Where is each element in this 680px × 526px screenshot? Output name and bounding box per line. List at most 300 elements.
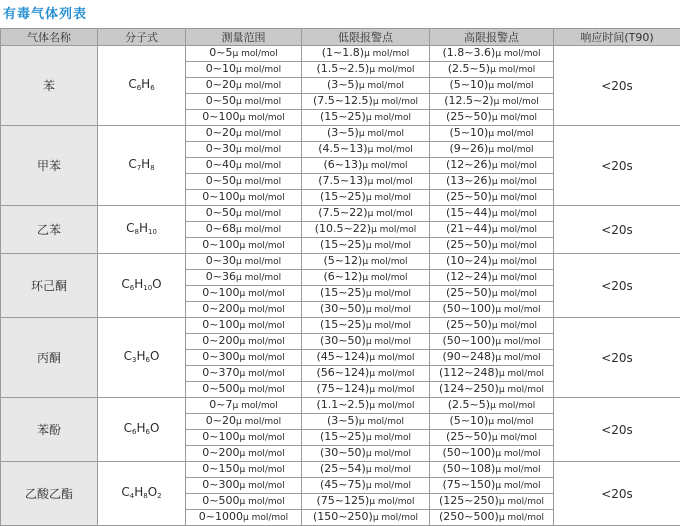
value-text: 0~1000 <box>199 510 243 523</box>
value-text: (3~5) <box>327 78 359 91</box>
low-alarm-cell <box>302 398 430 414</box>
range-cell <box>186 446 302 462</box>
value-text: (56~124) <box>317 366 370 379</box>
formula-subscript: 3 <box>132 356 136 364</box>
gas-name-cell: 乙苯 <box>1 206 98 254</box>
value-text: (25~50) <box>446 110 492 123</box>
formula-cell: $C_7H_8$ <box>98 126 186 206</box>
range-cell <box>186 478 302 494</box>
high-alarm-cell <box>430 238 554 254</box>
high-alarm-cell <box>430 366 554 382</box>
low-alarm-cell <box>302 494 430 510</box>
unit-text: μ mol/mol <box>240 241 285 251</box>
value-text: (250~500) <box>439 510 499 523</box>
formula-subscript: 6 <box>145 356 149 364</box>
unit-text: μ mol/mol <box>373 513 418 523</box>
value-text: (125~250) <box>439 494 499 507</box>
unit-text: μ mol/mol <box>495 337 540 347</box>
response-time-cell: <20s <box>554 206 680 254</box>
unit-text: μ mol/mol <box>240 385 285 395</box>
header-formula: 分子式 <box>98 29 186 46</box>
formula-subscript: 8 <box>134 228 138 236</box>
value-text: 0~5 <box>209 46 232 59</box>
table-row <box>1 318 680 334</box>
unit-text: μ mol/mol <box>362 257 407 267</box>
range-cell <box>186 286 302 302</box>
value-text: 0~36 <box>206 270 236 283</box>
value-text: (2.5~5) <box>448 62 490 75</box>
value-text: 0~20 <box>206 126 236 139</box>
value-text: (25~50) <box>446 190 492 203</box>
unit-text: μ mol/mol <box>240 337 285 347</box>
unit-text: μ mol/mol <box>488 145 533 155</box>
value-text: (13~26) <box>446 174 492 187</box>
unit-text: μ mol/mol <box>490 65 535 75</box>
range-cell <box>186 254 302 270</box>
unit-text: μ mol/mol <box>499 497 544 507</box>
value-text: (25~50) <box>446 286 492 299</box>
range-cell <box>186 334 302 350</box>
unit-text: μ mol/mol <box>492 241 537 251</box>
formula-subscript: 6 <box>137 84 141 92</box>
value-text: 0~100 <box>202 318 239 331</box>
formula-cell: $C_6H_{10}O$ <box>98 254 186 318</box>
unit-text: μ mol/mol <box>359 129 404 139</box>
unit-text: μ mol/mol <box>368 145 413 155</box>
value-text: (75~125) <box>317 494 370 507</box>
unit-text: μ mol/mol <box>495 49 540 59</box>
range-cell <box>186 238 302 254</box>
low-alarm-cell <box>302 62 430 78</box>
unit-text: μ mol/mol <box>236 273 281 283</box>
low-alarm-cell <box>302 414 430 430</box>
unit-text: μ mol/mol <box>364 49 409 59</box>
high-alarm-cell <box>430 190 554 206</box>
unit-text: μ mol/mol <box>495 449 540 459</box>
value-text: (1.1~2.5) <box>317 398 370 411</box>
response-time-cell: <20s <box>554 398 680 462</box>
value-text: (6~12) <box>324 270 363 283</box>
value-text: (90~248) <box>443 350 496 363</box>
range-cell <box>186 222 302 238</box>
formula-subscript: 6 <box>150 84 154 92</box>
value-text: 0~10 <box>206 62 236 75</box>
unit-text: μ mol/mol <box>495 353 540 363</box>
value-text: (9~26) <box>450 142 489 155</box>
unit-text: μ mol/mol <box>236 209 281 219</box>
high-alarm-cell <box>430 78 554 94</box>
low-alarm-cell <box>302 126 430 142</box>
value-text: (15~25) <box>320 190 366 203</box>
table-header-row <box>1 29 680 46</box>
value-text: 0~30 <box>206 142 236 155</box>
low-alarm-cell <box>302 510 430 526</box>
value-text: 0~50 <box>206 94 236 107</box>
value-text: (3~5) <box>327 414 359 427</box>
high-alarm-cell <box>430 142 554 158</box>
formula-cell: $C_4H_8O_2$ <box>98 462 186 526</box>
unit-text: μ mol/mol <box>488 81 533 91</box>
unit-text: μ mol/mol <box>368 209 413 219</box>
value-text: 0~300 <box>202 350 239 363</box>
gas-name-cell: 苯 <box>1 46 98 126</box>
value-text: (10.5~22) <box>315 222 371 235</box>
value-text: (45~75) <box>320 478 366 491</box>
range-cell <box>186 46 302 62</box>
formula-subscript: 10 <box>148 228 157 236</box>
value-text: (30~50) <box>320 446 366 459</box>
range-cell <box>186 414 302 430</box>
unit-text: μ mol/mol <box>366 433 411 443</box>
unit-text: μ mol/mol <box>494 97 539 107</box>
range-cell <box>186 494 302 510</box>
low-alarm-cell <box>302 158 430 174</box>
gas-name-cell: 乙酸乙酯 <box>1 462 98 526</box>
high-alarm-cell <box>430 94 554 110</box>
formula-subscript: 10 <box>143 284 152 292</box>
unit-text: μ mol/mol <box>369 385 414 395</box>
unit-text: μ mol/mol <box>236 145 281 155</box>
low-alarm-cell <box>302 238 430 254</box>
unit-text: μ mol/mol <box>240 289 285 299</box>
high-alarm-cell <box>430 110 554 126</box>
unit-text: μ mol/mol <box>233 401 278 411</box>
range-cell <box>186 174 302 190</box>
response-time-cell: <20s <box>554 318 680 398</box>
unit-text: μ mol/mol <box>366 449 411 459</box>
low-alarm-cell <box>302 318 430 334</box>
table-row <box>1 46 680 62</box>
range-cell <box>186 190 302 206</box>
high-alarm-cell <box>430 126 554 142</box>
high-alarm-cell <box>430 462 554 478</box>
unit-text: μ mol/mol <box>492 289 537 299</box>
gas-name-cell: 苯酚 <box>1 398 98 462</box>
table-row <box>1 254 680 270</box>
value-text: 0~100 <box>202 238 239 251</box>
value-text: 0~200 <box>202 334 239 347</box>
unit-text: μ mol/mol <box>492 113 537 123</box>
range-cell <box>186 158 302 174</box>
low-alarm-cell <box>302 110 430 126</box>
unit-text: μ mol/mol <box>240 497 285 507</box>
table-body <box>1 46 680 526</box>
unit-text: μ mol/mol <box>488 129 533 139</box>
header-gas-name: 气体名称 <box>1 29 98 46</box>
value-text: (150~250) <box>313 510 373 523</box>
unit-text: μ mol/mol <box>236 257 281 267</box>
low-alarm-cell <box>302 78 430 94</box>
high-alarm-cell <box>430 318 554 334</box>
range-cell <box>186 302 302 318</box>
unit-text: μ mol/mol <box>369 401 414 411</box>
range-cell <box>186 462 302 478</box>
unit-text: μ mol/mol <box>366 337 411 347</box>
value-text: 0~20 <box>206 414 236 427</box>
value-text: (15~25) <box>320 110 366 123</box>
value-text: 0~50 <box>206 174 236 187</box>
high-alarm-cell <box>430 254 554 270</box>
low-alarm-cell <box>302 190 430 206</box>
value-text: (75~124) <box>317 382 370 395</box>
range-cell <box>186 398 302 414</box>
unit-text: μ mol/mol <box>236 81 281 91</box>
unit-text: μ mol/mol <box>240 113 285 123</box>
value-text: (3~5) <box>327 126 359 139</box>
unit-text: μ mol/mol <box>492 209 537 219</box>
unit-text: μ mol/mol <box>236 65 281 75</box>
value-text: 0~20 <box>206 78 236 91</box>
unit-text: μ mol/mol <box>366 465 411 475</box>
formula-cell: $C_8H_{10}$ <box>98 206 186 254</box>
value-text: (15~25) <box>320 238 366 251</box>
value-text: (1.5~2.5) <box>317 62 370 75</box>
gas-name-cell: 甲苯 <box>1 126 98 206</box>
low-alarm-cell <box>302 222 430 238</box>
unit-text: μ mol/mol <box>499 369 544 379</box>
high-alarm-cell <box>430 270 554 286</box>
header-high-alarm: 高限报警点 <box>430 29 554 46</box>
value-text: (5~10) <box>450 414 489 427</box>
header-low-alarm: 低限报警点 <box>302 29 430 46</box>
low-alarm-cell <box>302 94 430 110</box>
unit-text: μ mol/mol <box>492 321 537 331</box>
value-text: (75~150) <box>443 478 496 491</box>
unit-text: μ mol/mol <box>366 321 411 331</box>
table-row <box>1 398 680 414</box>
range-cell <box>186 62 302 78</box>
gas-name-cell: 环己酮 <box>1 254 98 318</box>
low-alarm-cell <box>302 350 430 366</box>
unit-text: μ mol/mol <box>359 417 404 427</box>
unit-text: μ mol/mol <box>236 225 281 235</box>
unit-text: μ mol/mol <box>492 433 537 443</box>
high-alarm-cell <box>430 510 554 526</box>
range-cell <box>186 126 302 142</box>
value-text: (5~12) <box>324 254 363 267</box>
low-alarm-cell <box>302 46 430 62</box>
table-row <box>1 126 680 142</box>
gas-name-cell: 丙酮 <box>1 318 98 398</box>
response-time-cell: <20s <box>554 462 680 526</box>
high-alarm-cell <box>430 206 554 222</box>
value-text: 0~500 <box>202 494 239 507</box>
unit-text: μ mol/mol <box>366 481 411 491</box>
value-text: (6~13) <box>324 158 363 171</box>
low-alarm-cell <box>302 446 430 462</box>
value-text: (25~50) <box>446 318 492 331</box>
unit-text: μ mol/mol <box>243 513 288 523</box>
value-text: (7.5~13) <box>318 174 367 187</box>
unit-text: μ mol/mol <box>366 193 411 203</box>
value-text: 0~370 <box>202 366 239 379</box>
value-text: (15~25) <box>320 318 366 331</box>
value-text: (25~50) <box>446 238 492 251</box>
unit-text: μ mol/mol <box>366 241 411 251</box>
value-text: (30~50) <box>320 334 366 347</box>
value-text: (50~108) <box>443 462 496 475</box>
unit-text: μ mol/mol <box>236 417 281 427</box>
formula-subscript: 6 <box>132 428 136 436</box>
value-text: 0~68 <box>206 222 236 235</box>
value-text: (1~1.8) <box>322 46 364 59</box>
unit-text: μ mol/mol <box>369 497 414 507</box>
unit-text: μ mol/mol <box>490 401 535 411</box>
toxic-gas-table <box>0 28 680 526</box>
unit-text: μ mol/mol <box>240 321 285 331</box>
low-alarm-cell <box>302 478 430 494</box>
value-text: (15~44) <box>446 206 492 219</box>
value-text: (7.5~12.5) <box>313 94 373 107</box>
low-alarm-cell <box>302 366 430 382</box>
value-text: 0~150 <box>202 462 239 475</box>
unit-text: μ mol/mol <box>240 481 285 491</box>
high-alarm-cell <box>430 286 554 302</box>
header-range: 测量范围 <box>186 29 302 46</box>
unit-text: μ mol/mol <box>240 369 285 379</box>
value-text: (15~25) <box>320 286 366 299</box>
range-cell <box>186 366 302 382</box>
unit-text: μ mol/mol <box>236 161 281 171</box>
unit-text: μ mol/mol <box>499 385 544 395</box>
unit-text: μ mol/mol <box>240 353 285 363</box>
response-time-cell: <20s <box>554 254 680 318</box>
value-text: 0~300 <box>202 478 239 491</box>
unit-text: μ mol/mol <box>362 161 407 171</box>
value-text: (50~100) <box>443 334 496 347</box>
unit-text: μ mol/mol <box>492 257 537 267</box>
high-alarm-cell <box>430 382 554 398</box>
high-alarm-cell <box>430 174 554 190</box>
value-text: (10~24) <box>446 254 492 267</box>
value-text: (30~50) <box>320 302 366 315</box>
unit-text: μ mol/mol <box>369 353 414 363</box>
unit-text: μ mol/mol <box>240 449 285 459</box>
low-alarm-cell <box>302 382 430 398</box>
unit-text: μ mol/mol <box>368 177 413 187</box>
value-text: (12~26) <box>446 158 492 171</box>
value-text: (2.5~5) <box>448 398 490 411</box>
low-alarm-cell <box>302 254 430 270</box>
unit-text: μ mol/mol <box>495 465 540 475</box>
range-cell <box>186 78 302 94</box>
unit-text: μ mol/mol <box>492 177 537 187</box>
value-text: (12.5~2) <box>444 94 493 107</box>
high-alarm-cell <box>430 46 554 62</box>
header-response-time: 响应时间(T90) <box>554 29 680 46</box>
unit-text: μ mol/mol <box>236 129 281 139</box>
unit-text: μ mol/mol <box>492 273 537 283</box>
value-text: 0~50 <box>206 206 236 219</box>
low-alarm-cell <box>302 142 430 158</box>
unit-text: μ mol/mol <box>373 97 418 107</box>
range-cell <box>186 142 302 158</box>
unit-text: μ mol/mol <box>359 81 404 91</box>
value-text: (21~44) <box>446 222 492 235</box>
unit-text: μ mol/mol <box>240 305 285 315</box>
value-text: (25~50) <box>446 430 492 443</box>
high-alarm-cell <box>430 334 554 350</box>
response-time-cell: <20s <box>554 126 680 206</box>
range-cell <box>186 110 302 126</box>
high-alarm-cell <box>430 430 554 446</box>
low-alarm-cell <box>302 334 430 350</box>
response-time-cell: <20s <box>554 46 680 126</box>
high-alarm-cell <box>430 350 554 366</box>
formula-cell: $C_3H_6O$ <box>98 318 186 398</box>
value-text: 0~500 <box>202 382 239 395</box>
value-text: (45~124) <box>317 350 370 363</box>
formula-subscript: 6 <box>145 428 149 436</box>
unit-text: μ mol/mol <box>240 193 285 203</box>
low-alarm-cell <box>302 302 430 318</box>
range-cell <box>186 510 302 526</box>
low-alarm-cell <box>302 286 430 302</box>
unit-text: μ mol/mol <box>492 225 537 235</box>
value-text: 0~100 <box>202 286 239 299</box>
value-text: 0~200 <box>202 446 239 459</box>
formula-subscript: 8 <box>150 164 154 172</box>
unit-text: μ mol/mol <box>366 305 411 315</box>
value-text: (50~100) <box>443 302 496 315</box>
unit-text: μ mol/mol <box>371 225 416 235</box>
value-text: 0~200 <box>202 302 239 315</box>
value-text: (25~54) <box>320 462 366 475</box>
high-alarm-cell <box>430 222 554 238</box>
unit-text: μ mol/mol <box>240 433 285 443</box>
formula-subscript: 7 <box>137 164 141 172</box>
unit-text: μ mol/mol <box>240 465 285 475</box>
unit-text: μ mol/mol <box>362 273 407 283</box>
formula-subscript: 4 <box>130 492 134 500</box>
range-cell <box>186 206 302 222</box>
unit-text: μ mol/mol <box>488 417 533 427</box>
page-title: 有毒气体列表 <box>3 3 87 22</box>
value-text: (124~250) <box>439 382 499 395</box>
unit-text: μ mol/mol <box>492 161 537 171</box>
high-alarm-cell <box>430 494 554 510</box>
unit-text: μ mol/mol <box>233 49 278 59</box>
range-cell <box>186 270 302 286</box>
range-cell <box>186 318 302 334</box>
value-text: 0~40 <box>206 158 236 171</box>
unit-text: μ mol/mol <box>236 177 281 187</box>
value-text: (5~10) <box>450 78 489 91</box>
range-cell <box>186 382 302 398</box>
high-alarm-cell <box>430 158 554 174</box>
high-alarm-cell <box>430 446 554 462</box>
unit-text: μ mol/mol <box>366 289 411 299</box>
unit-text: μ mol/mol <box>236 97 281 107</box>
low-alarm-cell <box>302 174 430 190</box>
formula-cell: $C_6H_6O$ <box>98 398 186 462</box>
table-row <box>1 206 680 222</box>
unit-text: μ mol/mol <box>495 481 540 491</box>
range-cell <box>186 350 302 366</box>
unit-text: μ mol/mol <box>369 65 414 75</box>
table-row <box>1 462 680 478</box>
unit-text: μ mol/mol <box>366 113 411 123</box>
high-alarm-cell <box>430 302 554 318</box>
high-alarm-cell <box>430 398 554 414</box>
formula-subscript: 2 <box>157 492 161 500</box>
high-alarm-cell <box>430 62 554 78</box>
high-alarm-cell <box>430 478 554 494</box>
unit-text: μ mol/mol <box>495 305 540 315</box>
value-text: (5~10) <box>450 126 489 139</box>
range-cell <box>186 94 302 110</box>
value-text: (50~100) <box>443 446 496 459</box>
